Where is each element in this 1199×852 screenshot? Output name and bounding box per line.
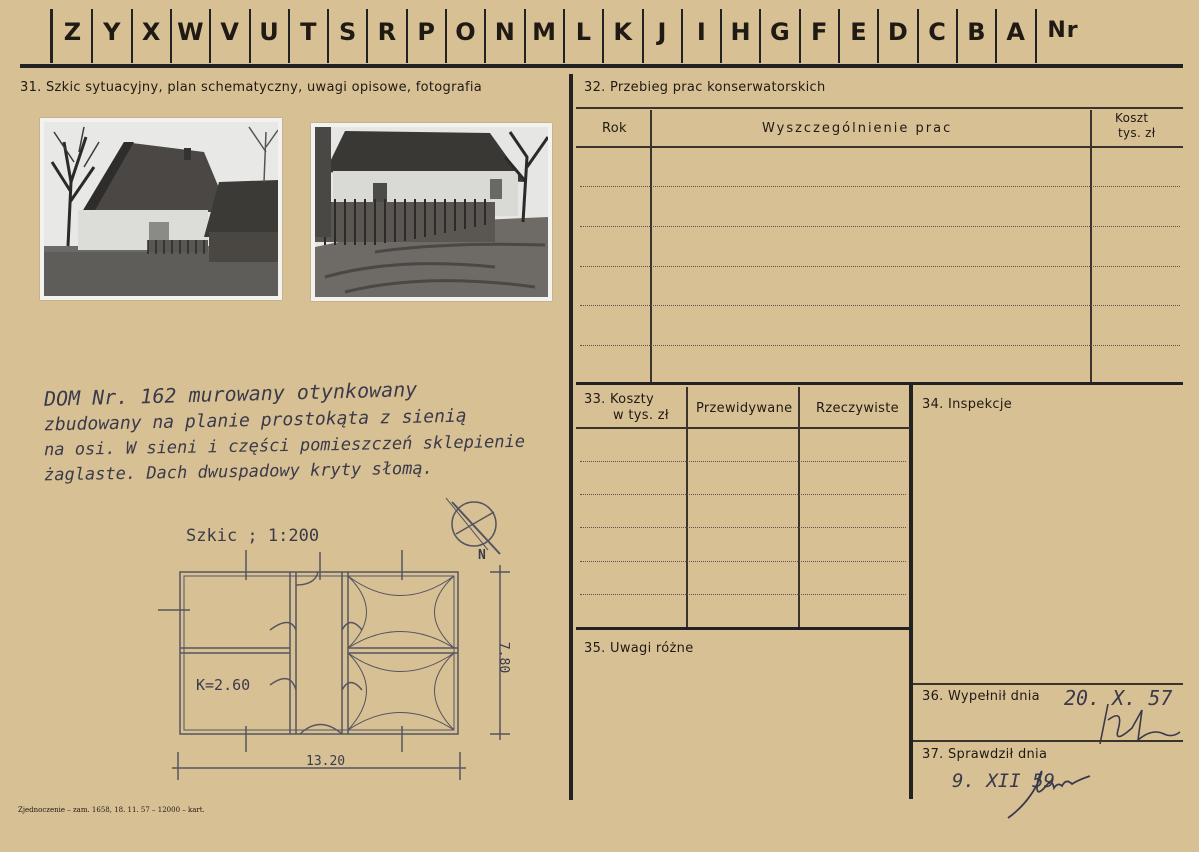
header-letter-j: J <box>657 18 668 46</box>
north-arrow-label: N <box>478 548 486 563</box>
col-year-header: Rok <box>602 121 627 136</box>
section33-title-2: w tys. zł <box>613 408 669 423</box>
section32-bottom-rule <box>576 382 1183 385</box>
section37-title: 37. Sprawdził dnia <box>922 747 1048 762</box>
header-letter-u: U <box>259 18 280 46</box>
depth-dimension: 7.80 <box>496 641 512 674</box>
header-letter-n: N <box>494 18 516 46</box>
section33-col-rule-2 <box>798 387 800 627</box>
section32-title: 32. Przebieg prac konserwatorskich <box>584 80 826 95</box>
header-letter-p: P <box>417 18 436 46</box>
section36-title: 36. Wypełnił dnia <box>922 689 1040 704</box>
header-letter-g: G <box>770 18 791 46</box>
col-planned-header: Przewidywane <box>696 401 793 416</box>
header-letter-t: T <box>300 18 318 46</box>
col-works-header: Wyszczególnienie prac <box>762 121 953 136</box>
header-letter-r: R <box>377 18 398 46</box>
sketch-title: Szkic ; 1:200 <box>186 526 320 546</box>
section32-col-rule-1 <box>650 110 652 382</box>
footer-imprint: Zjednoczenie – zam. 1658, 18. 11. 57 – 12000 – kart. <box>18 806 205 814</box>
header-letter-s: S <box>338 18 358 46</box>
description-line-2: zbudowany na planie prostokąta z sienią <box>43 405 467 436</box>
header-letter-y: Y <box>103 18 122 46</box>
section32-top-rule <box>576 107 1183 109</box>
header-letter-v: V <box>220 18 240 46</box>
floor-plan-sketch <box>150 490 530 790</box>
photo-house-front <box>40 118 282 300</box>
description-line-4: żaglaste. Dach dwuspadowy kryty słomą. <box>43 458 434 486</box>
signature-checked-by <box>1000 760 1100 822</box>
main-vertical-divider <box>569 74 573 800</box>
header-letter-h: H <box>730 18 752 46</box>
photo-house-front-image <box>44 122 278 296</box>
header-letter-z: Z <box>63 18 83 46</box>
photo-house-street <box>311 123 552 301</box>
header-letter-c: C <box>928 18 947 46</box>
section37-date: 9. XII 59 <box>952 770 1055 792</box>
header-letter-a: A <box>1006 18 1026 46</box>
header-letter-divider <box>1035 9 1037 63</box>
header-letter-b: B <box>967 18 987 46</box>
section34-title: 34. Inspekcje <box>922 397 1013 412</box>
section33-col-rule-1 <box>686 387 688 627</box>
nr-label: Nr <box>1047 18 1079 43</box>
header-letter-f: F <box>810 18 829 46</box>
header-letter-d: D <box>887 18 909 46</box>
section33-bottom-rule <box>576 627 910 630</box>
header-letter-i: I <box>696 18 707 46</box>
header-letter-w: W <box>177 18 205 46</box>
col-cost-header-2: tys. zł <box>1118 126 1156 140</box>
header-letter-k: K <box>613 18 633 46</box>
section33-head-rule <box>576 427 910 429</box>
description-line-1: DOM Nr. 162 murowany otynkowany <box>43 377 418 411</box>
section36-date: 20. X. 57 <box>1064 686 1173 710</box>
header-letter-x: X <box>141 18 162 46</box>
section35-title: 35. Uwagi różne <box>584 641 694 656</box>
width-dimension: 13.20 <box>306 754 346 769</box>
header-bottom-rule <box>20 64 1183 68</box>
section37-top-rule <box>913 740 1183 742</box>
header-letter-m: M <box>532 18 558 46</box>
col-cost-header-1: Koszt <box>1115 111 1149 125</box>
description-line-3: na osi. W sieni i części pomieszczeń sklepienie <box>43 431 526 461</box>
room-height-label: K=2.60 <box>196 676 251 694</box>
col-actual-header: Rzeczywiste <box>816 401 899 416</box>
header-letter-l: L <box>575 18 593 46</box>
section32-col-rule-2 <box>1090 110 1092 382</box>
section33-title-1: 33. Koszty <box>584 392 655 407</box>
header-letter-o: O <box>455 18 477 46</box>
section33-right-rule <box>909 385 913 799</box>
section36-top-rule <box>913 683 1183 685</box>
section31-title: 31. Szkic sytuacyjny, plan schematyczny, uwagi opisowe, fotografia <box>20 80 483 95</box>
photo-house-street-image <box>315 127 548 297</box>
header-letter-e: E <box>850 18 868 46</box>
